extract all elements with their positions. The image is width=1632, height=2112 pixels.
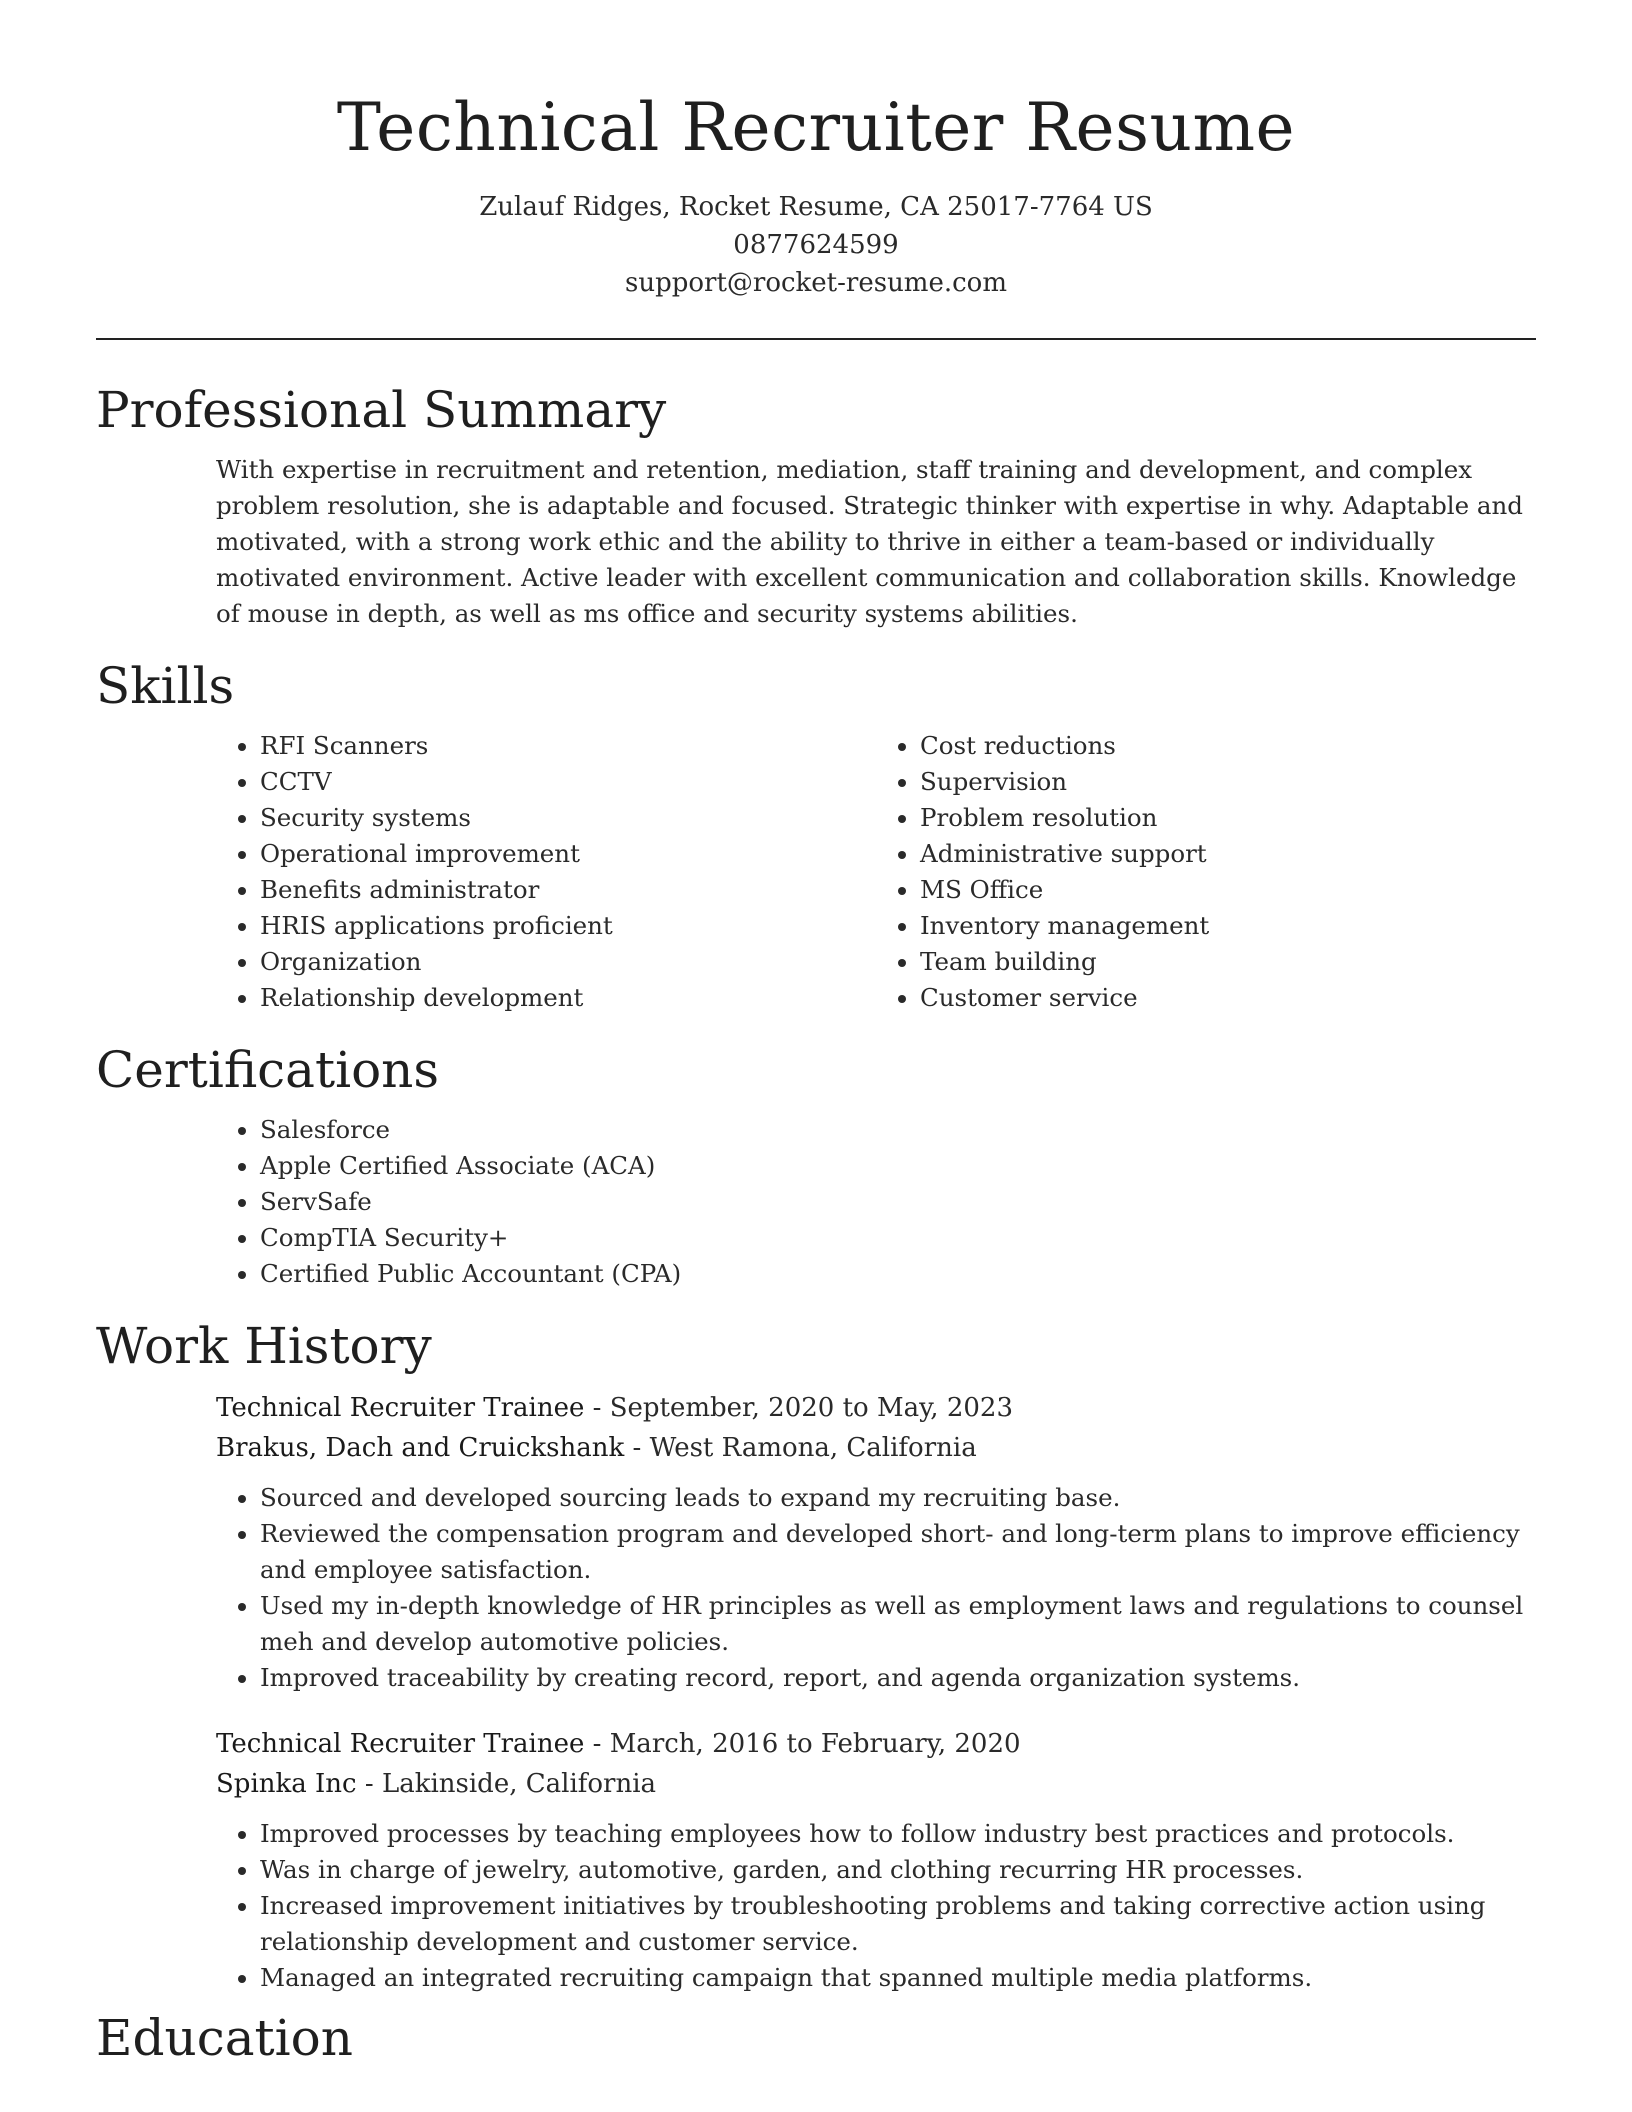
skill-item: • CCTV	[260, 764, 876, 800]
certification-item: • Salesforce	[260, 1112, 1536, 1148]
job-bullet: • Improved traceability by creating record, report, and agenda organization systems.	[260, 1660, 1536, 1696]
resume-page	[96, 0, 1536, 2068]
contact-phone: 0877624599	[733, 230, 899, 260]
skills-heading: Skills	[96, 657, 235, 715]
summary-text: With expertise in recruitment and retention, mediation, staff training and development, and complex problem resolution, she is adaptable and focused. Strategic thinker with expertise in why. Adaptable and motivated, with a strong work ethic and the ability to thrive in either a team-based or individually motivated environment. Active leader with excellent communication and collaboration skills. Knowledge of mouse in depth, as well as ms office and security systems abilities.	[216, 455, 1523, 628]
job-company-line	[216, 1764, 1536, 1804]
skill-item: • Relationship development	[260, 980, 876, 1016]
job-dates: - September, 2020 to May, 2023	[584, 1393, 1014, 1423]
contact-email: support@rocket-resume.com	[624, 268, 1007, 298]
skill-item: • Inventory management	[920, 908, 1536, 944]
skills-grid	[216, 728, 1536, 1016]
job-location: - West Ramona, California	[624, 1433, 977, 1463]
education-section	[96, 2008, 1536, 2068]
skill-item: • Security systems	[260, 800, 876, 836]
job-title: Technical Recruiter Trainee	[216, 1729, 585, 1759]
job-bullet: • Used my in-depth knowledge of HR principles as well as employment laws and regulations to counsel meh and develop automotive policies.	[260, 1588, 1536, 1660]
job-bullet: • Was in charge of jewelry, automotive, garden, and clothing recurring HR processes.	[260, 1852, 1536, 1888]
certifications-list	[216, 1112, 1536, 1292]
skill-item: • Problem resolution	[920, 800, 1536, 836]
job-entry	[216, 1388, 1536, 1696]
job-dates: - March, 2016 to February, 2020	[584, 1729, 1021, 1759]
job-bullet: • Improved processes by teaching employees how to follow industry best practices and protocols.	[260, 1816, 1536, 1852]
skill-item: • Operational improvement	[260, 836, 876, 872]
skills-section	[96, 656, 1536, 1016]
skill-item: • Supervision	[920, 764, 1536, 800]
skill-item: • MS Office	[920, 872, 1536, 908]
work-history-section	[96, 1316, 1536, 1996]
skill-item: • RFI Scanners	[260, 728, 876, 764]
resume-title: Technical Recruiter Resume	[336, 89, 1296, 166]
skill-item: • Customer service	[920, 980, 1536, 1016]
job-company: Spinka Inc	[216, 1769, 357, 1799]
skills-list-right	[876, 728, 1536, 1016]
contact-block	[96, 188, 1536, 302]
skill-item: • Cost reductions	[920, 728, 1536, 764]
skill-item: • Administrative support	[920, 836, 1536, 872]
skill-item: • Team building	[920, 944, 1536, 980]
job-bullets	[216, 1816, 1536, 1996]
work-history-heading: Work History	[96, 1317, 432, 1375]
job-company-line	[216, 1428, 1536, 1468]
header-divider	[96, 338, 1536, 340]
job-company: Brakus, Dach and Cruickshank	[216, 1433, 625, 1463]
education-heading: Education	[96, 2009, 353, 2067]
job-location: - Lakinside, California	[356, 1769, 657, 1799]
certifications-section	[96, 1040, 1536, 1292]
summary-heading: Professional Summary	[96, 381, 667, 439]
certifications-heading: Certifications	[96, 1041, 440, 1099]
job-bullet: • Sourced and developed sourcing leads to expand my recruiting base.	[260, 1480, 1536, 1516]
skill-item: • Benefits administrator	[260, 872, 876, 908]
skill-item: • Organization	[260, 944, 876, 980]
job-bullet: • Reviewed the compensation program and developed short- and long-term plans to improve efficiency and employee satisfaction.	[260, 1516, 1536, 1588]
job-bullet: • Increased improvement initiatives by troubleshooting problems and taking corrective action using relationship development and customer service.	[260, 1888, 1536, 1960]
job-title-line	[216, 1388, 1536, 1428]
certification-item: • Apple Certified Associate (ACA)	[260, 1148, 1536, 1184]
skill-item: • HRIS applications proficient	[260, 908, 876, 944]
contact-address: Zulauf Ridges, Rocket Resume, CA 25017-7764 US	[479, 192, 1153, 222]
certification-item: • ServSafe	[260, 1184, 1536, 1220]
job-bullets	[216, 1480, 1536, 1696]
skills-list-left	[216, 728, 876, 1016]
certification-item: • CompTIA Security+	[260, 1220, 1536, 1256]
job-title-line	[216, 1724, 1536, 1764]
summary-section	[96, 380, 1536, 632]
certification-item: • Certified Public Accountant (CPA)	[260, 1256, 1536, 1292]
job-title: Technical Recruiter Trainee	[216, 1393, 585, 1423]
job-entry	[216, 1724, 1536, 1996]
job-bullet: • Managed an integrated recruiting campaign that spanned multiple media platforms.	[260, 1960, 1536, 1996]
